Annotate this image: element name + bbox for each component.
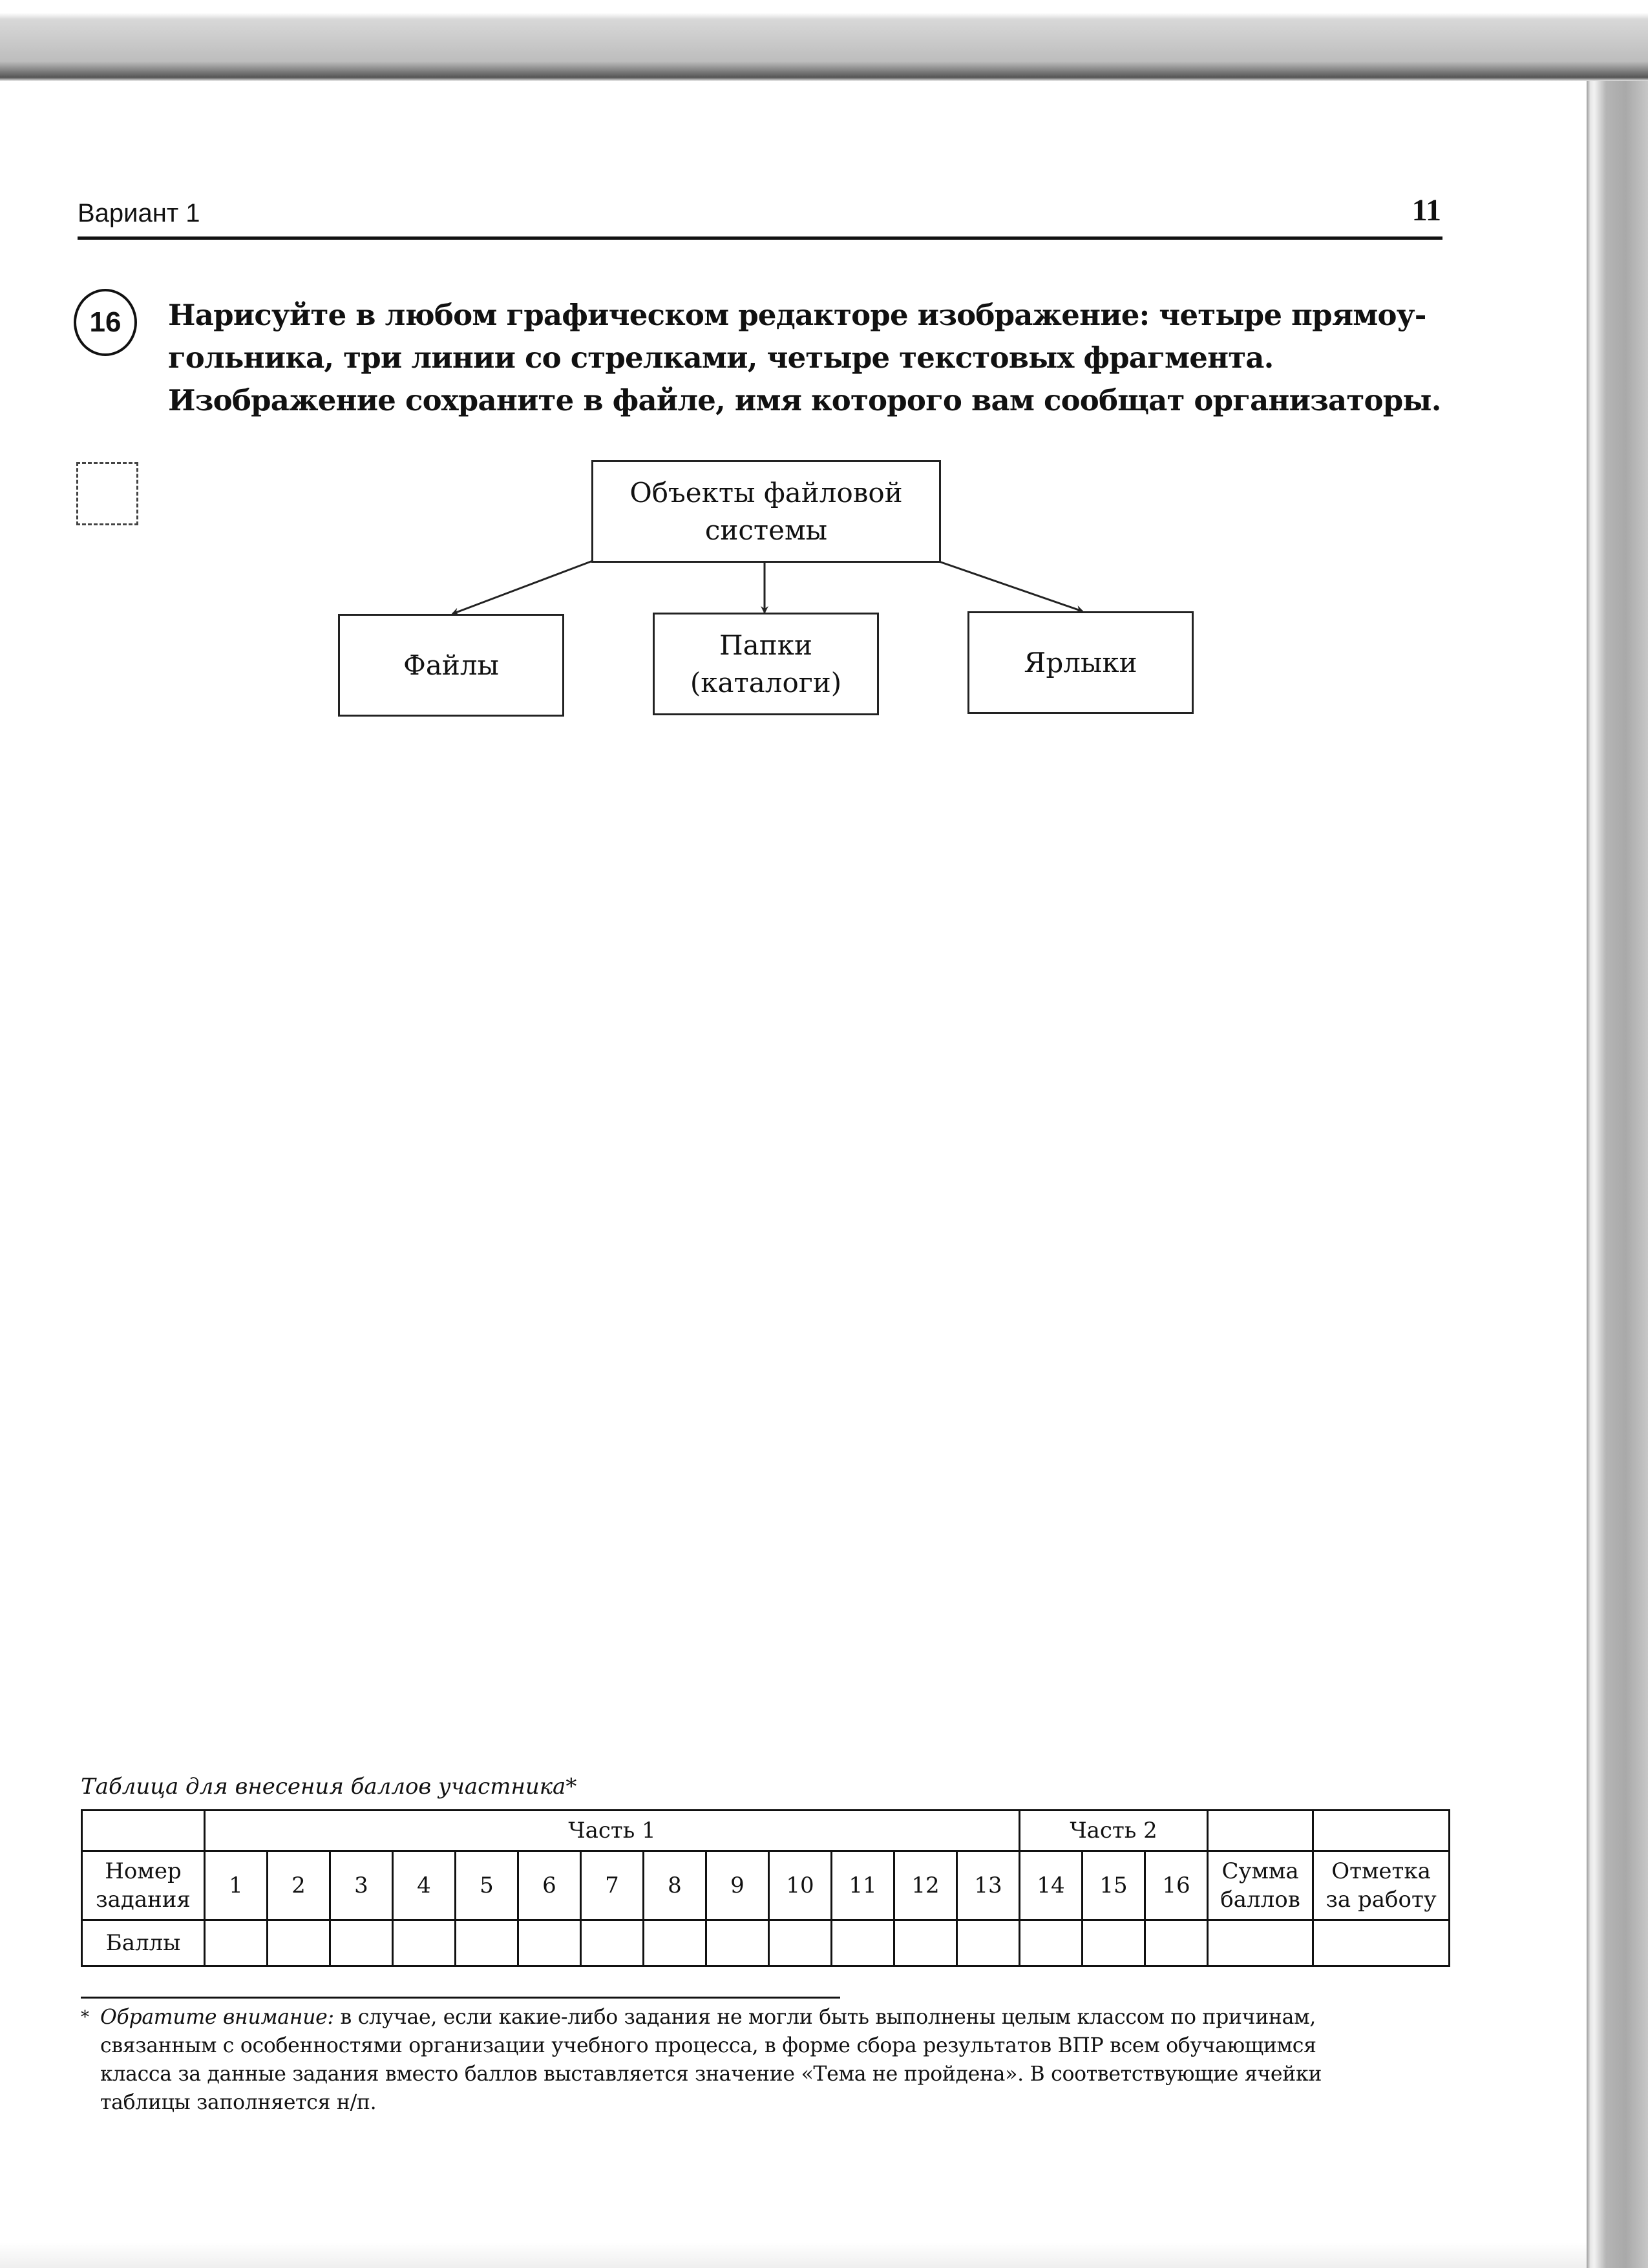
points-cell[interactable] [832, 1920, 894, 1966]
part2-header: Часть 2 [1020, 1811, 1208, 1851]
footnote [81, 2003, 1448, 2117]
points-cell[interactable] [894, 1920, 957, 1966]
task-number-cell: 14 [1020, 1851, 1083, 1920]
points-cell[interactable] [393, 1920, 456, 1966]
footnote-text: класса за данные задания вместо баллов выставляется значение «Тема не пройдена». В соответствующие ячейки [100, 2063, 1322, 2086]
points-cell[interactable] [456, 1920, 518, 1966]
task-number-cell: 11 [832, 1851, 894, 1920]
task-number-cell: 5 [456, 1851, 518, 1920]
grade-cell[interactable] [1313, 1920, 1450, 1966]
node-label: Ярлыки [1024, 646, 1137, 678]
points-cell[interactable] [769, 1920, 832, 1966]
points-cell[interactable] [518, 1920, 581, 1966]
table-caption: Таблица для внесения баллов участника* [81, 1774, 577, 1800]
task-number-cell: 2 [268, 1851, 330, 1920]
task-line: Нарисуйте в любом графическом редакторе изображение: четыре прямоу- [168, 298, 1426, 332]
points-cell[interactable] [1020, 1920, 1083, 1966]
diagram-node-shortcuts [967, 611, 1194, 714]
scan-bottom-edge [0, 2242, 1587, 2268]
footnote-text: в случае, если какие-либо задания не могли быть выполнены целым классом по причинам, [333, 2006, 1316, 2029]
diagram-node-folders [653, 613, 879, 715]
variant-label: Вариант 1 [78, 199, 200, 227]
grade-header [1313, 1851, 1450, 1920]
task-number-cell: 6 [518, 1851, 581, 1920]
node-label: Объекты файловой [629, 476, 903, 509]
task-number-cell: 1 [205, 1851, 268, 1920]
sum-cell[interactable] [1208, 1920, 1313, 1966]
page-number: 11 [1411, 193, 1441, 227]
task-number-cell: 3 [330, 1851, 393, 1920]
grade-header-line: Отметка [1331, 1858, 1431, 1884]
node-label: Папки [719, 629, 812, 661]
points-cell[interactable] [706, 1920, 769, 1966]
node-label: (каталоги) [690, 666, 842, 698]
task-number-cell: 8 [644, 1851, 706, 1920]
grade-header-blank [1313, 1811, 1450, 1851]
sum-header-line: Сумма [1221, 1858, 1299, 1884]
row-header-task [82, 1851, 205, 1920]
sum-header-line: баллов [1220, 1887, 1300, 1913]
task-number-cell: 12 [894, 1851, 957, 1920]
points-cell[interactable] [205, 1920, 268, 1966]
points-cell[interactable] [644, 1920, 706, 1966]
points-cell[interactable] [1145, 1920, 1208, 1966]
points-cell[interactable] [957, 1920, 1020, 1966]
row-header-points: Баллы [82, 1920, 205, 1966]
row-header-line: Номер [105, 1858, 182, 1884]
node-label: системы [704, 514, 828, 546]
row-header-line: задания [96, 1887, 191, 1913]
points-cell[interactable] [330, 1920, 393, 1966]
diagram-node-files [338, 614, 564, 717]
diagram-root-node [591, 460, 941, 563]
task-number-cell: 10 [769, 1851, 832, 1920]
node-label: Файлы [403, 649, 499, 681]
points-cell[interactable] [268, 1920, 330, 1966]
footnote-marker: * [81, 2008, 89, 2027]
footnote-divider [81, 1997, 840, 1999]
task-number-cell: 9 [706, 1851, 769, 1920]
part1-header: Часть 1 [205, 1811, 1020, 1851]
footnote-text: связанным с особенностями организации учебного процесса, в форме сбора результатов ВПР всем обучающимся [100, 2034, 1316, 2057]
task-number-cell: 4 [393, 1851, 456, 1920]
task-number: 16 [89, 306, 121, 338]
score-table [81, 1809, 1450, 1967]
points-cell[interactable] [1083, 1920, 1145, 1966]
task-number-cell: 7 [581, 1851, 644, 1920]
task-number-cell: 13 [957, 1851, 1020, 1920]
task-line: гольника, три линии со стрелками, четыре текстовых фрагмента. [168, 341, 1274, 375]
footnote-lead: Обратите внимание: [100, 2006, 334, 2029]
sum-header-blank [1208, 1811, 1313, 1851]
task-line: Изображение сохраните в файле, имя которого вам сообщат организаторы. [168, 383, 1441, 417]
grade-header-line: за работу [1326, 1887, 1437, 1913]
task-number-cell: 15 [1083, 1851, 1145, 1920]
task-number-cell: 16 [1145, 1851, 1208, 1920]
corner-cell [82, 1811, 205, 1851]
arrow-to-shortcuts [937, 561, 1083, 611]
arrow-to-files [452, 561, 593, 614]
points-cell[interactable] [581, 1920, 644, 1966]
footnote-text: таблицы заполняется н/п. [100, 2091, 377, 2114]
sum-header [1208, 1851, 1313, 1920]
